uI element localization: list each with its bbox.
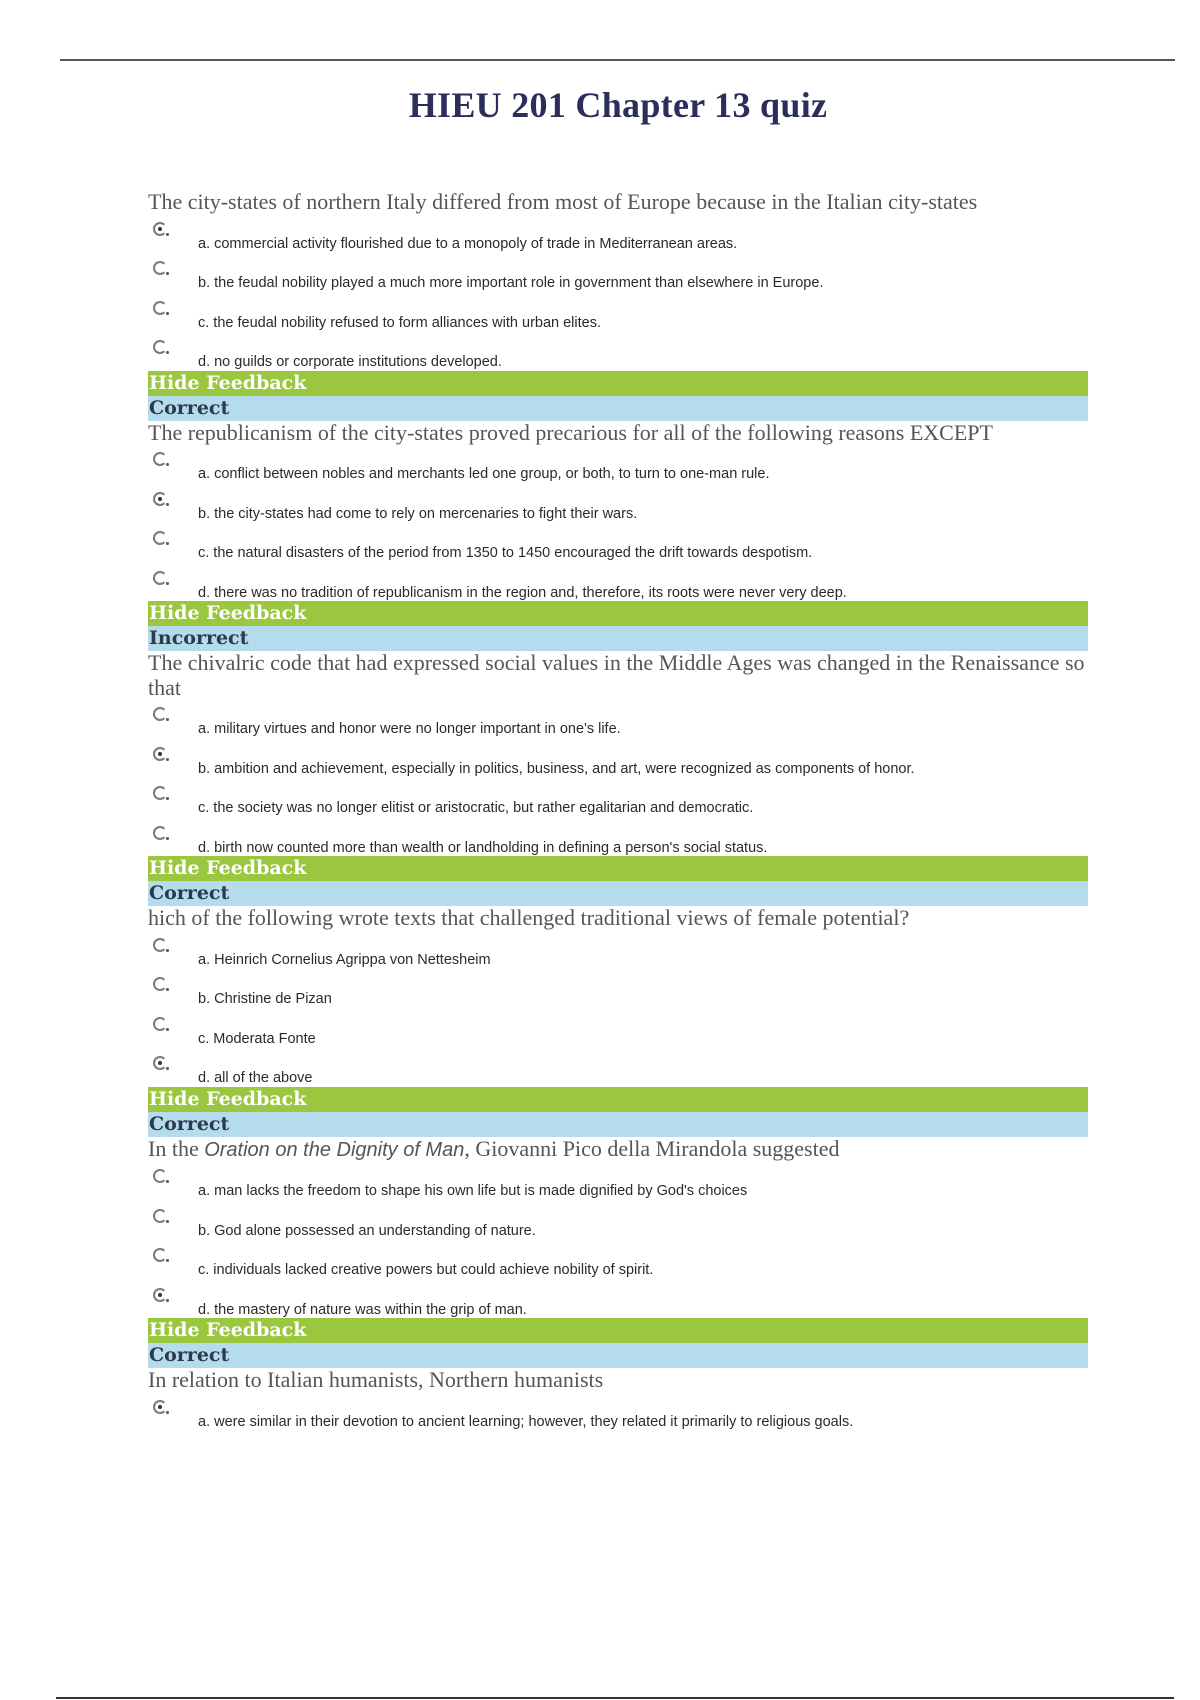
option-label: b. Christine de Pizan (198, 991, 332, 1007)
radio-selected-icon[interactable] (153, 1056, 167, 1070)
question-text (148, 1137, 1088, 1163)
hide-feedback-toggle[interactable]: Hide Feedback (148, 371, 1088, 396)
question (148, 1137, 1088, 1369)
hide-feedback-toggle[interactable]: Hide Feedback (148, 1087, 1088, 1112)
option[interactable] (148, 485, 1088, 525)
radio-selected-icon[interactable] (153, 1288, 167, 1302)
radio-icon[interactable] (153, 1248, 167, 1262)
radio-icon[interactable] (153, 826, 167, 840)
option-list (148, 931, 1088, 1089)
option[interactable] (148, 1281, 1088, 1321)
radio-icon[interactable] (153, 1169, 167, 1183)
radio-icon[interactable] (153, 531, 167, 545)
question-text-after: , Giovanni Pico della Mirandola suggested (464, 1135, 840, 1161)
option[interactable] (148, 445, 1088, 485)
radio-selected-icon[interactable] (153, 222, 167, 236)
option[interactable] (148, 564, 1088, 604)
option-label: a. conflict between nobles and merchants led one group, or both, to turn to one-man rule. (198, 466, 770, 482)
radio-selected-icon[interactable] (153, 492, 167, 506)
option[interactable] (148, 1202, 1088, 1242)
option[interactable] (148, 1241, 1088, 1281)
option-label: d. there was no tradition of republicanism in the region and, therefore, its roots were never very deep. (198, 584, 847, 601)
question-text: hich of the following wrote texts that challenged traditional views of female potential? (148, 905, 910, 930)
option-label: b. the city-states had come to rely on mercenaries to fight their wars. (198, 505, 638, 522)
option-label: a. Heinrich Cornelius Agrippa von Nettesheim (198, 951, 491, 968)
option-label: a. man lacks the freedom to shape his own life but is made dignified by God's choices (198, 1183, 748, 1199)
option-label: c. the society was no longer elitist or aristocratic, but rather egalitarian and democratic. (198, 800, 754, 816)
question (148, 421, 1088, 652)
result-incorrect-label: Incorrect (148, 626, 1088, 651)
option-list (148, 215, 1088, 373)
hide-feedback-toggle[interactable]: Hide Feedback (148, 1318, 1088, 1343)
radio-icon[interactable] (153, 340, 167, 354)
bottom-rule (56, 1697, 1174, 1699)
radio-icon[interactable] (153, 261, 167, 275)
option-label: c. the feudal nobility refused to form alliances with urban elites. (198, 314, 601, 331)
result-correct-label: Correct (148, 881, 1088, 906)
option-label: d. birth now counted more than wealth or landholding in defining a person's social status. (198, 839, 768, 856)
option-label: a. military virtues and honor were no longer important in one's life. (198, 721, 621, 737)
option-label: d. all of the above (198, 1070, 313, 1086)
question-text: In relation to Italian humanists, Northern humanists (148, 1367, 604, 1392)
option-list (148, 1162, 1088, 1320)
question-text: The chivalric code that had expressed social values in the Middle Ages was changed in the Renaissance so that (148, 650, 1085, 700)
radio-icon[interactable] (153, 1209, 167, 1223)
option[interactable] (148, 779, 1088, 819)
option[interactable] (148, 1393, 1088, 1433)
radio-icon[interactable] (153, 301, 167, 315)
option[interactable] (148, 254, 1088, 294)
radio-icon[interactable] (153, 452, 167, 466)
quiz-body (148, 190, 1088, 1432)
radio-selected-icon[interactable] (153, 747, 167, 761)
option[interactable] (148, 970, 1088, 1010)
question (148, 190, 1088, 421)
radio-icon[interactable] (153, 707, 167, 721)
option-list (148, 445, 1088, 603)
option[interactable] (148, 740, 1088, 780)
option-list (148, 700, 1088, 858)
question (148, 651, 1088, 906)
option[interactable] (148, 931, 1088, 971)
option[interactable] (148, 1010, 1088, 1050)
radio-icon[interactable] (153, 786, 167, 800)
radio-icon[interactable] (153, 571, 167, 585)
option[interactable] (148, 1049, 1088, 1089)
result-correct-label: Correct (148, 396, 1088, 421)
hide-feedback-toggle[interactable]: Hide Feedback (148, 601, 1088, 626)
option-list (148, 1393, 1088, 1433)
option-label: a. were similar in their devotion to ancient learning; however, they related it primarily to religious goals. (198, 1413, 854, 1430)
option-label: c. the natural disasters of the period from 1350 to 1450 encouraged the drift towards despotism. (198, 545, 813, 561)
option[interactable] (148, 819, 1088, 859)
result-correct-label: Correct (148, 1343, 1088, 1368)
option[interactable] (148, 215, 1088, 255)
option-label: a. commercial activity flourished due to a monopoly of trade in Mediterranean areas. (198, 235, 738, 252)
option-label: d. no guilds or corporate institutions developed. (198, 354, 502, 370)
radio-icon[interactable] (153, 977, 167, 991)
question-text: The city-states of northern Italy differed from most of Europe because in the Italian city-states (148, 189, 978, 214)
document-title: HIEU 201 Chapter 13 quiz (408, 85, 828, 125)
option[interactable] (148, 700, 1088, 740)
radio-icon[interactable] (153, 938, 167, 952)
result-correct-label: Correct (148, 1112, 1088, 1137)
option[interactable] (148, 294, 1088, 334)
option-label: b. ambition and achievement, especially in politics, business, and art, were recognized as components of honor. (198, 760, 915, 777)
option-label: c. Moderata Fonte (198, 1030, 316, 1047)
hide-feedback-toggle[interactable]: Hide Feedback (148, 856, 1088, 881)
option-label: b. the feudal nobility played a much more important role in government than elsewhere in Europe. (198, 275, 824, 291)
question-text: The republicanism of the city-states proved precarious for all of the following reasons EXCEPT (148, 419, 993, 445)
radio-selected-icon[interactable] (153, 1400, 167, 1414)
option-label: d. the mastery of nature was within the grip of man. (198, 1301, 527, 1318)
question (148, 1368, 1088, 1432)
question-text-before: In the (148, 1135, 205, 1161)
option[interactable] (148, 333, 1088, 373)
work-title: Oration on the Dignity of Man (204, 1138, 465, 1161)
question (148, 906, 1088, 1137)
radio-icon[interactable] (153, 1017, 167, 1031)
top-rule (60, 59, 1175, 61)
option-label: b. God alone possessed an understanding of nature. (198, 1222, 536, 1239)
option[interactable] (148, 524, 1088, 564)
option-label: c. individuals lacked creative powers but could achieve nobility of spirit. (198, 1262, 654, 1278)
option[interactable] (148, 1162, 1088, 1202)
